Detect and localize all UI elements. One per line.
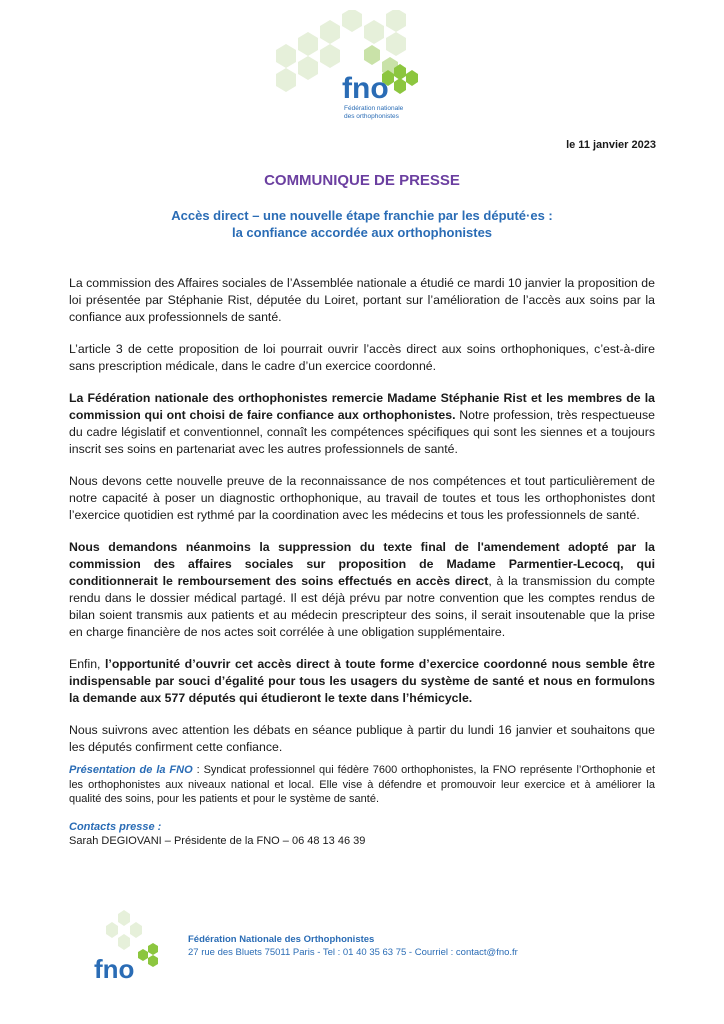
paragraph-5-bold: Nous demandons néanmoins la suppression du texte final de l'amendement adopté par la commission des affaires sociales sur proposition de Madame Parmentier-Lecocq, qui conditionnerait le remboursement des soins effectués en accès direct	[69, 540, 655, 588]
footer-address: 27 rue des Bluets 75011 Paris - Tel : 01 40 35 63 75 - Courriel : contact@fno.fr	[188, 947, 518, 958]
footer-logo-wordmark: fno	[94, 954, 135, 984]
paragraph-5	[69, 539, 655, 641]
paragraph-3-bold: La Fédération nationale des orthophonistes remercie Madame Stéphanie Rist et les membres de la commission qui ont choisi de faire confiance aux orthophonistes.	[69, 391, 655, 422]
contacts-line: Sarah DEGIOVANI – Présidente de la FNO – 06 48 13 46 39	[69, 835, 366, 847]
contacts	[69, 820, 655, 849]
subtitle-line-2: la confiance accordée aux orthophonistes	[231, 225, 493, 240]
fno-info	[69, 763, 655, 849]
paragraph-7: Nous suivrons avec attention les débats en séance publique à partir du lundi 16 janvier et souhaitons que les députés confirment cette confiance.	[69, 723, 655, 754]
presentation-label: Présentation de la FNO	[69, 764, 193, 776]
paragraph-1: La commission des Affaires sociales de l’Assemblée nationale a étudié ce mardi 10 janvier la proposition de loi présentée par Stéphanie Rist, députée du Loiret, portant sur l’amélioration de l’accès aux soins par la confiance aux professionnels de santé.	[69, 276, 655, 324]
contacts-label: Contacts presse :	[69, 820, 162, 833]
paragraph-6	[69, 656, 655, 707]
fno-logo-graphic	[256, 10, 436, 130]
logo-wordmark: fno	[342, 72, 389, 105]
logo-tagline-1: Fédération nationale	[344, 105, 404, 112]
logo-tagline-2: des orthophonistes	[344, 113, 399, 120]
paragraph-5-rest: , à la transmission du compte rendu dans le dossier médical partagé. Il est déjà prévu par notre convention que les comptes rendus de bilan soient transmis aux patients et au médecin prescripteur des soins, il serait insoutenable que la prise en charge financière de nos actes soit corrélée à une obligation supplémentaire.	[69, 574, 655, 639]
footer	[188, 933, 518, 959]
press-release-body	[69, 275, 655, 771]
page-subtitle	[0, 207, 724, 241]
footer-org: Fédération Nationale des Orthophonistes	[188, 934, 375, 945]
presentation	[69, 763, 655, 807]
paragraph-3	[69, 390, 655, 458]
subtitle-line-1: Accès direct – une nouvelle étape franchie par les député·es :	[171, 208, 553, 223]
press-date: le 11 janvier 2023	[566, 139, 656, 151]
footer-fno-logo	[88, 908, 168, 988]
paragraph-6-bold: l’opportunité d’ouvrir cet accès direct à toute forme d’exercice coordonné nous semble être indispensable par souci d’égalité pour tous les usagers du système de santé et nous en formulons la demande aux 577 députés qui étudieront le texte dans l’hémicycle.	[69, 657, 655, 705]
page-title: COMMUNIQUE DE PRESSE	[264, 172, 460, 189]
fno-logo	[256, 10, 436, 130]
paragraph-3-rest: Notre profession, très respectueuse du cadre législatif et conventionnel, connaît les compétences spécifiques qui sont les siennes et a toujours inscrit ses soins en partenariat avec les autres professionnels de santé.	[69, 408, 656, 456]
presentation-text: : Syndicat professionnel qui fédère 7600 orthophonistes, la FNO représente l’Orthophonie et les orthophonistes aux niveaux national et local. Elle vise à défendre et promouvoir leur exercice et à améliorer la qualité des soins, pour les patients et pour le système de santé.	[69, 764, 655, 805]
paragraph-4: Nous devons cette nouvelle preuve de la reconnaissance de nos compétences et tout particulièrement de notre capacité à poser un diagnostic orthophonique, au travail de toutes et tous les orthophonistes dont l’exercice quotidien est rythmé par la coordination avec les médecins et tous les professionnels de santé.	[69, 474, 655, 522]
paragraph-6-start: Enfin,	[69, 657, 105, 671]
footer-logo-graphic	[88, 908, 168, 988]
paragraph-2: L’article 3 de cette proposition de loi pourrait ouvrir l’accès direct aux soins orthophoniques, c’est-à-dire sans prescription médicale, dans le cadre d’un exercice coordonné.	[69, 342, 655, 373]
